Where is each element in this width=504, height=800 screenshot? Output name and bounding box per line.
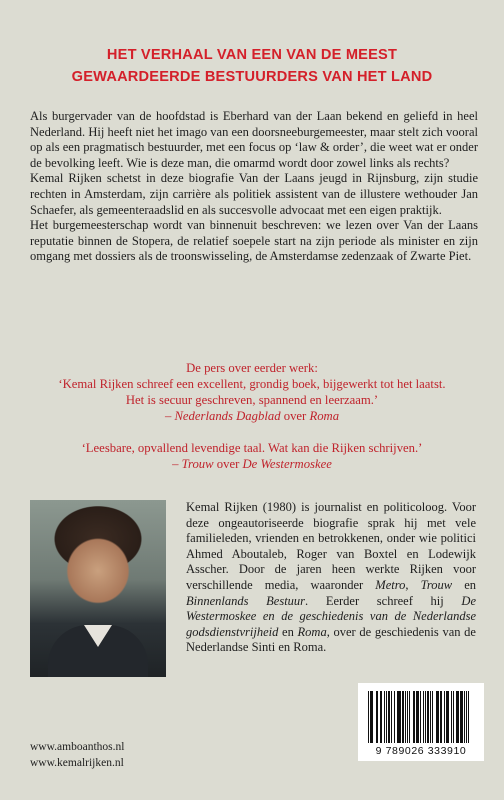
bio-text-5: en xyxy=(278,624,298,639)
quote-1-attribution xyxy=(32,408,472,424)
barcode-stripe xyxy=(420,691,421,743)
barcode-stripe xyxy=(447,691,449,743)
barcode-stripe xyxy=(402,691,404,743)
bio-italic-metro: Metro xyxy=(375,577,406,592)
bio-text-1: Kemal Rijken (1980) is journalist en politicoloog. Voor deze ongeautoriseerde biografie sprak hij met vele familieleden, vrienden en betrokkenen, onder wie politici Ahmed Aboutaleb, Roger van Boxtel en Lodewijk Asscher. Door de jaren heen werkte Rijken voor verschillende media, waaronder xyxy=(186,500,476,592)
bio-text-2: , xyxy=(405,577,421,592)
quote-2-over: over xyxy=(213,457,243,471)
synopsis-paragraph-3: Het burgemeesterschap wordt van binnenuit beschreven: we lezen over Van der Laans reputatie binnen de Stopera, de relatief soepele start na zijn periode als minister en zijn omgang met dossiers als de troonswisseling, de Amsterdamse zedenzaak of Zwarte Piet. xyxy=(30,218,478,264)
barcode-stripe xyxy=(388,691,390,743)
bio-italic-roma: Roma xyxy=(297,624,327,639)
barcode-stripe xyxy=(440,691,443,743)
quote-2-dash: – xyxy=(172,457,182,471)
barcode-stripe xyxy=(430,691,431,743)
quote-1-line-2: Het is secuur geschreven, spannend en leerzaam.’ xyxy=(125,393,379,407)
synopsis-paragraph-2: Kemal Rijken schetst in deze biografie Van der Laans jeugd in Rijnsburg, zijn studie rechten in Amsterdam, zijn carrière als politiek assistent van de illustere wethouder Jan Schaefer, als gemeenteraadslid en als succesvolle advocaat met een eigen praktijk. xyxy=(30,171,478,217)
isbn-number: 9 789026 333910 xyxy=(375,745,467,757)
quote-1-source: Nederlands Dagblad xyxy=(174,409,281,423)
bio-italic-binnenlands-bestuur: Binnenlands Bestuur xyxy=(186,593,306,608)
bio-text-3: en xyxy=(452,577,476,592)
barcode-stripe xyxy=(391,691,392,743)
barcode-stripe xyxy=(427,691,429,743)
barcode-stripe xyxy=(380,691,383,743)
bio-text-6: , over de geschiedenis van de Nederlandse Sinti en Roma. xyxy=(186,624,476,655)
bio-italic-trouw: Trouw xyxy=(420,577,453,592)
website-links xyxy=(30,739,124,771)
quote-1-line-1: ‘Kemal Rijken schreef een excellent, grondig boek, bijgewerkt tot het laatst. xyxy=(58,377,446,391)
isbn-barcode xyxy=(358,683,484,761)
barcode-stripe xyxy=(460,691,463,743)
barcode-stripe xyxy=(425,691,427,743)
barcode-stripe xyxy=(386,691,388,743)
barcode-stripe xyxy=(371,691,373,743)
barcode-stripe xyxy=(398,691,401,743)
quote-2-line-1: ‘Leesbare, opvallend levendige taal. Wat kan die Rijken schrijven.’ xyxy=(81,441,423,455)
headline xyxy=(0,44,504,88)
barcode-stripe xyxy=(409,691,411,743)
bio-text-4: . Eerder schreef hij xyxy=(305,593,462,608)
barcode-stripe xyxy=(437,691,439,743)
synopsis-paragraph-1: Als burgervader van de hoofdstad is Eberhard van der Laan bekend en geliefd in heel Nederland. Hij heeft niet het imago van een doorsneeburgemeester, maar stelt zich vooral op als een pragmatisch bestuurder, met een focus op ‘law & order’, die weet wat er onder de bevolking leeft. Wie is deze man, die omarmd wordt door zowel links als rechts? xyxy=(30,109,478,170)
author-bio xyxy=(186,500,476,656)
quote-2-attribution xyxy=(32,456,472,472)
author-website: www.kemalrijken.nl xyxy=(30,757,124,769)
synopsis xyxy=(30,109,478,265)
quote-1-over: over xyxy=(280,409,310,423)
quote-spacer xyxy=(32,424,472,440)
barcode-stripe xyxy=(416,691,419,743)
bio-italic-westermoskee: De Westermoskee en de geschiedenis van de Nederlandse godsdienstvrijheid xyxy=(186,593,476,639)
barcode-stripe xyxy=(468,691,470,743)
barcode-stripe xyxy=(394,691,395,743)
barcode-bars xyxy=(368,691,474,743)
quote-1-work: Roma xyxy=(309,409,340,423)
barcode-stripe xyxy=(377,691,378,743)
headline-line-1: HET VERHAAL VAN EEN VAN DE MEEST xyxy=(106,47,398,63)
quote-1-dash: – xyxy=(164,409,175,423)
quote-2-work: De Westermoskee xyxy=(242,457,332,471)
barcode-stripe xyxy=(456,691,458,743)
press-intro: De pers over eerder werk: xyxy=(186,361,318,375)
publisher-website: www.amboanthos.nl xyxy=(30,741,125,753)
headline-line-2: GEWAARDEERDE BESTUURDERS VAN HET LAND xyxy=(71,69,433,85)
author-photo xyxy=(30,500,166,677)
press-quotes xyxy=(32,360,472,472)
barcode-stripe xyxy=(453,691,454,743)
quote-2-source: Trouw xyxy=(181,457,214,471)
barcode-stripe xyxy=(432,691,433,743)
author-bio-text xyxy=(186,500,476,656)
